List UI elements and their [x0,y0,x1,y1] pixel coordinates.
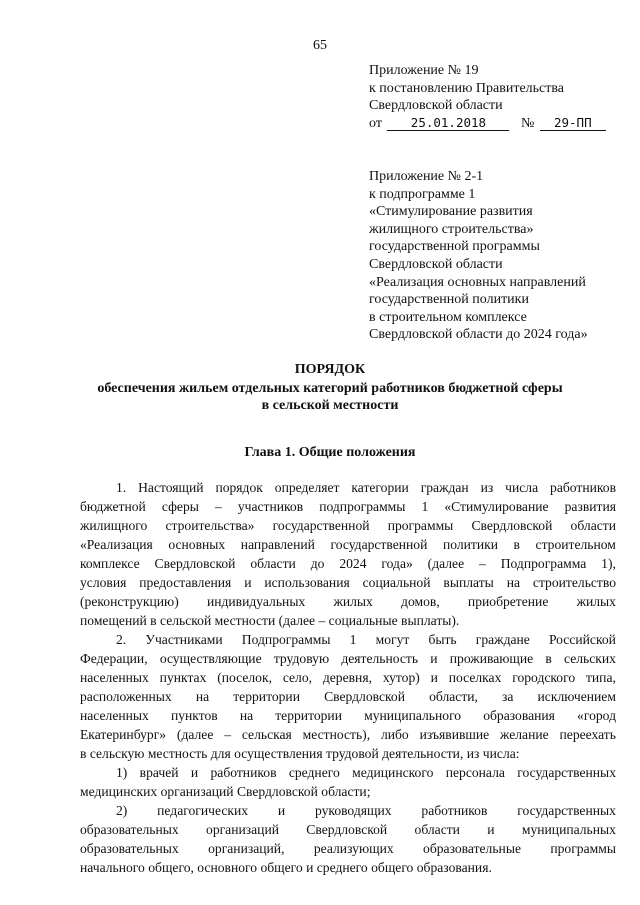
paragraph-line: начального общего, основного общего и среднего общего образования. [80,860,492,875]
appendix-2-1-line: государственной политики [369,292,529,308]
resolution-date: 25.01.2018 [387,116,509,131]
appendix-2-1-line: Свердловской области до 2024 года» [369,327,588,343]
number-label: № [520,115,535,131]
appendix-19-region: Свердловской области [369,98,503,114]
appendix-19-block [369,62,606,132]
paragraph-line: медицинских организаций Свердловской области; [80,784,371,799]
paragraph-line: 1. Настоящий порядок определяет категории граждан из числа работников [116,480,616,495]
from-label: от [369,115,382,131]
body-text [80,478,616,877]
appendix-19-title: Приложение № 19 [369,63,479,78]
paragraph-line: 2) педагогических и руководящих работников государственных [116,803,616,818]
paragraph-line: бюджетной сферы – участников подпрограммы 1 «Стимулирование развития [80,499,616,514]
paragraph-line: расположенных на территории Свердловской области, за исключением [80,689,616,704]
paragraph-line: комплексе Свердловской области до 2024 года» (далее – Подпрограмма 1), [80,556,616,571]
document-title: ПОРЯДОК [294,362,366,377]
page-number: 65 [313,38,327,53]
appendix-2-1-line: к подпрограмме 1 [369,186,476,202]
appendix-2-1-line: Приложение № 2-1 [369,169,484,184]
paragraph-line: «Реализация основных направлений государственной политики в строительном [80,537,616,552]
paragraph-line: Екатеринбург» (далее – сельская местность), либо изъявившие желание переехать [80,727,616,742]
appendix-2-1-line: «Реализация основных направлений [369,274,586,290]
appendix-2-1-line: государственной программы [369,239,540,255]
document-subtitle-line-2: в сельской местности [261,398,399,413]
paragraph-line: образовательных организаций Свердловской области и муниципальных [80,822,616,837]
paragraph-line: Федерации, осуществляющие трудовую деятельность и проживающие в сельских [80,651,616,666]
appendix-2-1-line: «Стимулирование развития [369,204,533,220]
paragraph-line: условия предоставления и использования социальной выплаты на строительство [80,575,616,590]
resolution-number: 29-ПП [540,116,606,131]
appendix-2-1-block [369,168,588,344]
paragraph-line: населенных пунктах (поселок, село, деревня, хутор) и поселках городского типа, [80,670,616,685]
chapter-heading: Глава 1. Общие положения [244,445,416,460]
paragraph-line: населенных пунктов на территории муниципального образования «город [80,708,616,723]
paragraph-line: в сельскую местность для осуществления трудовой деятельности, из числа: [80,746,520,761]
appendix-19-resolution: к постановлению Правительства [369,80,565,96]
paragraph-line: помещений в сельской местности (далее – социальные выплаты). [80,613,460,628]
appendix-2-1-line: жилищного строительства» [369,221,534,237]
appendix-19-date-line [369,115,606,133]
paragraph-line: жилищного строительства» государственной программы Свердловской области [80,518,616,533]
paragraph-line: 1) врачей и работников среднего медицинского персонала государственных [116,765,616,780]
paragraph-line: 2. Участниками Подпрограммы 1 могут быть граждане Российской [116,632,616,647]
paragraph-line: (реконструкцию) индивидуальных жилых домов, приобретение жилых [80,594,616,609]
appendix-2-1-line: Свердловской области [369,256,503,272]
appendix-2-1-line: в строительном комплексе [369,309,527,325]
paragraph-line: образовательных организаций, реализующих образовательные программы [80,841,616,856]
document-subtitle-line-1: обеспечения жильем отдельных категорий работников бюджетной сферы [97,381,563,396]
